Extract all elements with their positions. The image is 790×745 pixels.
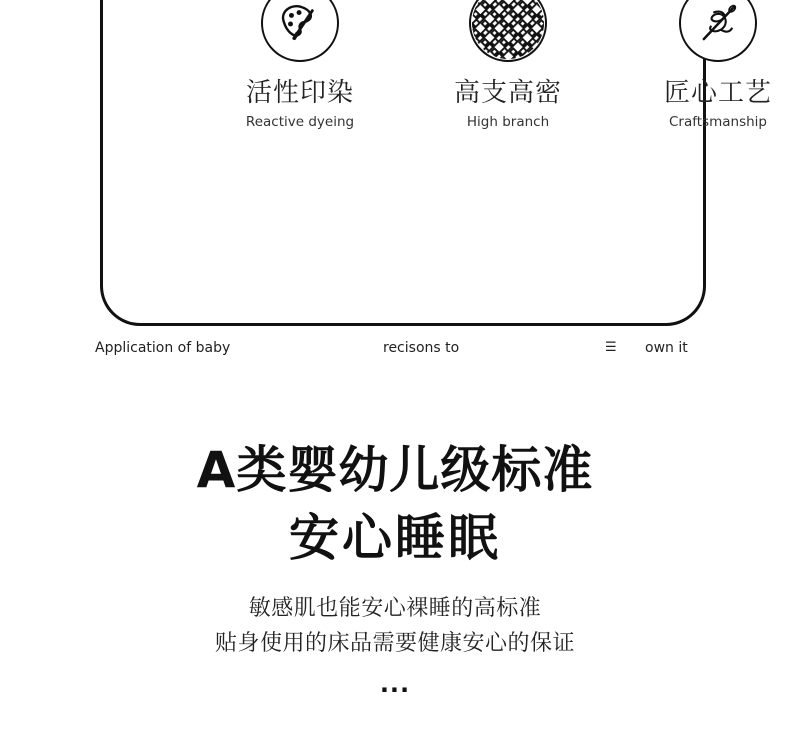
headline-line-2: 安心睡眠 bbox=[289, 509, 501, 567]
feature-title-en: High branch bbox=[466, 114, 550, 130]
caption-middle: recisons to bbox=[383, 340, 460, 356]
needle-thread-icon bbox=[679, 0, 757, 62]
feature-title-en: Craftsmanship bbox=[669, 114, 767, 130]
feature-reactive-dyeing bbox=[210, 0, 390, 131]
feature-high-branch bbox=[418, 0, 598, 131]
feature-title-cn: 高支高密 bbox=[453, 78, 562, 108]
palette-icon bbox=[261, 0, 339, 62]
feature-title-en: Reactive dyeing bbox=[245, 114, 355, 130]
weave-texture-icon bbox=[469, 0, 547, 62]
more-indicator: ... bbox=[379, 670, 411, 698]
menu-icon: ☰ bbox=[605, 340, 617, 355]
caption-strip bbox=[0, 340, 790, 360]
features-card bbox=[100, 0, 772, 326]
feature-title-cn: 活性印染 bbox=[245, 78, 354, 108]
caption-left: Application of baby bbox=[95, 340, 231, 356]
description-line-1: 敏感肌也能安心裸睡的高标准 bbox=[248, 596, 542, 621]
feature-craftsmanship bbox=[628, 0, 790, 131]
caption-right: own it bbox=[645, 340, 688, 356]
description-line-2: 贴身使用的床品需要健康安心的保证 bbox=[214, 631, 575, 656]
feature-title-cn: 匠心工艺 bbox=[663, 78, 772, 108]
headline-line-1: A类婴幼儿级标准 bbox=[196, 441, 594, 499]
